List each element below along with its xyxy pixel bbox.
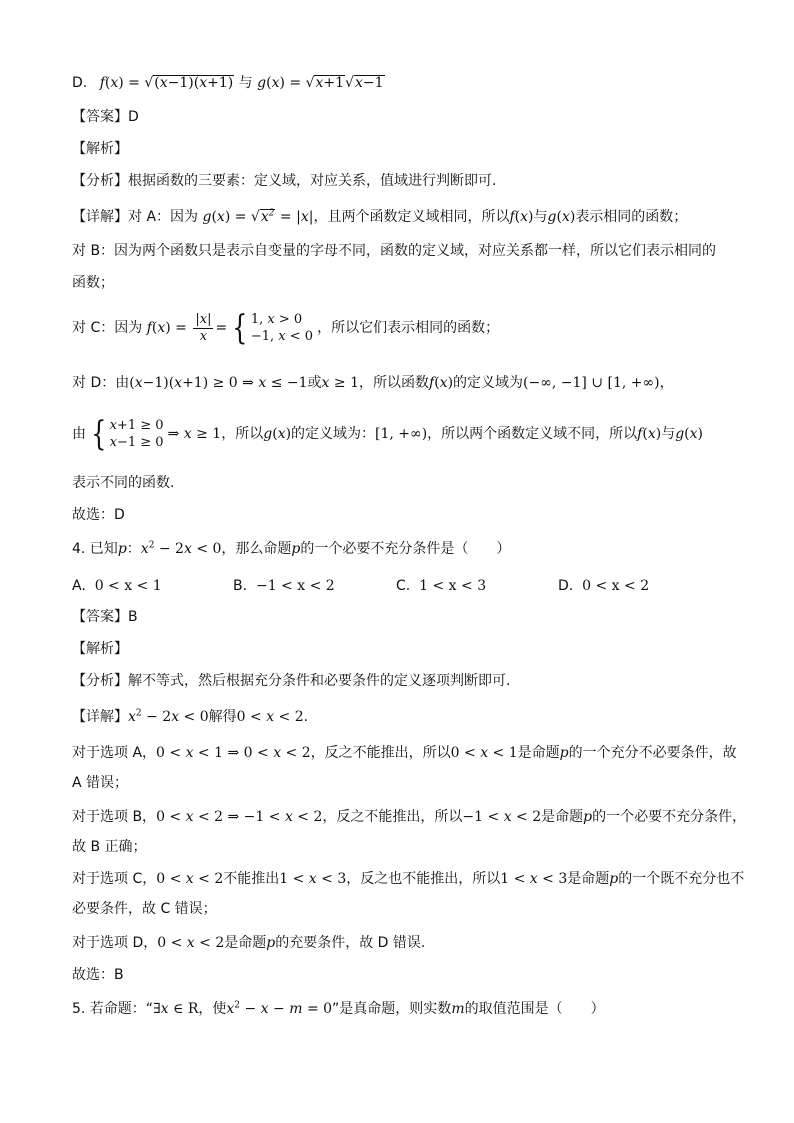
detail-c-line: 对 C：因为 f(x) = $\frac{|x|}{x}$ = { 1, x > 0 −1, x < 0 ，所以它们表示相同的函数； <box>72 308 500 348</box>
option-d-analysis: 对于选项 D，0 < x < 2是命题p的充要条件，故 D 错误. <box>72 935 426 951</box>
detail-d-line-3: 表示不同的函数. <box>72 475 175 491</box>
detail-d-line-2: 由 { x+1 ≥ 0 x−1 ≥ 0 ⇒ x ≥ 1，所以g(x)的定义域为：[1, +∞)，所以两个函数定义域不同，所以f(x)与g(x) <box>72 414 703 454</box>
option-b-analysis-2: 故 B 正确； <box>72 839 147 855</box>
option-c-analysis-1: 对于选项 C，0 < x < 2不能推出1 < x < 3，反之也不能推出，所以1 < x < 3是命题p的一个既不充分也不 <box>72 871 745 887</box>
detail-a-line: 【详解】对 A：因为 $g(x) = √x^2 = |x|$，且两个函数定义域相同，所以f(x)与g(x)表示相同的函数； <box>72 208 688 225</box>
choice-2: 故选：B <box>72 967 124 983</box>
detail-d-line-1: 对 D：由(x−1)(x+1) ≥ 0 ⇒ x ≤ −1或x ≥ 1，所以函数f(x)的定义域为(−∞, −1] ∪ [1, +∞)， <box>72 375 674 391</box>
option-b-analysis-1: 对于选项 B，0 < x < 2 ⇒ −1 < x < 2，反之不能推出，所以−1 < x < 2是命题p的一个必要不充分条件， <box>72 809 747 825</box>
detail-solve: 【详解】$x^2 - 2x < 0$解得0 < x < 2. <box>72 708 309 725</box>
option-a-analysis-1: 对于选项 A，0 < x < 1 ⇒ 0 < x < 2，反之不能推出，所以0 < x < 1是命题p的一个充分不必要条件，故 <box>72 745 737 761</box>
option-a-analysis-2: A 错误； <box>72 775 129 791</box>
detail-b-line-1: 对 B：因为两个函数只是表示自变量的字母不同，函数的定义域，对应关系都一样，所以它们表示相同的 <box>72 243 717 259</box>
question-5-stem: 5. 若命题：“∃x ∈ R，使$x^2 - x - m = 0$”是真命题，则实数m的取值范围是（ ） <box>72 1000 605 1017</box>
analysis-summary-2: 【分析】解不等式，然后根据充分条件和必要条件的定义逐项判断即可. <box>72 673 511 689</box>
analysis-summary-1: 【分析】根据函数的三要素：定义域，对应关系，值域进行判断即可. <box>72 173 497 189</box>
analysis-heading-2: 【解析】 <box>72 641 128 657</box>
answer-2: 【答案】B <box>72 609 138 625</box>
choice-1: 故选：D <box>72 507 125 523</box>
question-4-stem: 4. 已知p：$x^2 - 2x < 0$，那么命题p的一个必要不充分条件是（ ） <box>72 540 511 557</box>
question-4-option-d: D. 0 < x < 2 <box>558 578 650 594</box>
question-4-option-b: B. −1 < x < 2 <box>233 578 335 594</box>
question-4-option-a: A. 0 < x < 1 <box>72 578 162 594</box>
question-4-option-c: C. 1 < x < 3 <box>396 578 487 594</box>
detail-b-line-2: 函数； <box>72 275 114 291</box>
option-d-line: D. f(x) = √(x−1)(x+1) 与 g(x) = √x+1√x−1 <box>72 75 384 91</box>
answer-1: 【答案】D <box>72 109 139 125</box>
analysis-heading-1: 【解析】 <box>72 141 128 157</box>
option-c-analysis-2: 必要条件，故 C 错误； <box>72 901 217 917</box>
